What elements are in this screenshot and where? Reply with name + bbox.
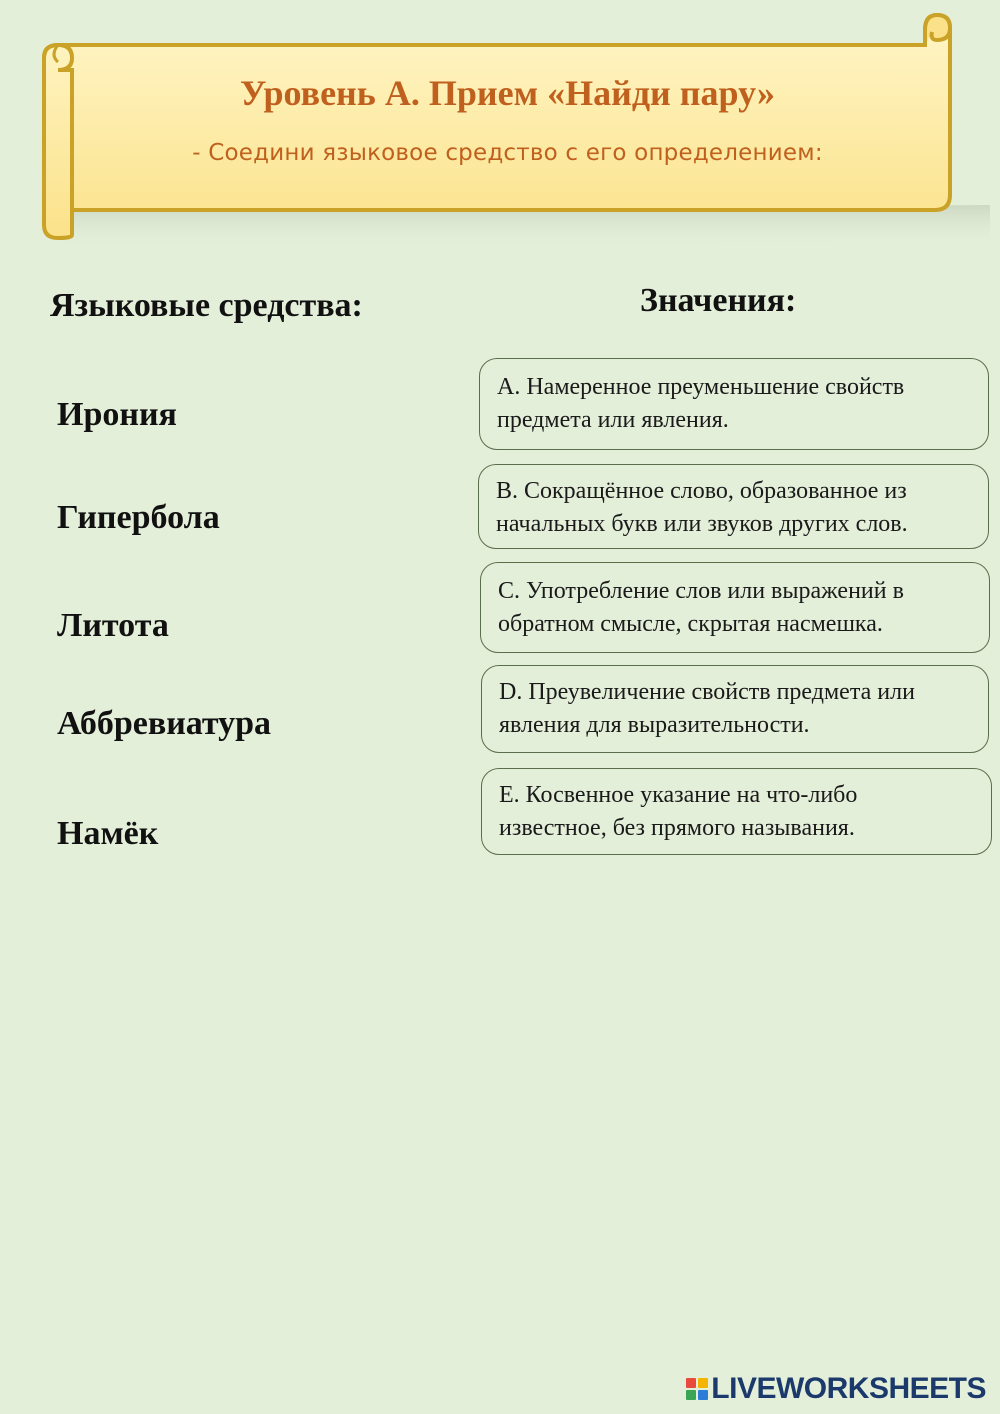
definition-box-a[interactable] bbox=[479, 358, 989, 450]
definitions-heading: Значения: bbox=[640, 282, 797, 319]
definition-box-b[interactable] bbox=[478, 464, 989, 549]
page-instruction: - Соедини языковое средство с его определением: bbox=[192, 140, 823, 166]
definition-c-line2: обратном смысле, скрытая насмешка. bbox=[498, 611, 883, 637]
definition-b-line2: начальных букв или звуков других слов. bbox=[496, 511, 908, 537]
definition-a-line2: предмета или явления. bbox=[497, 407, 729, 433]
definition-box-e[interactable] bbox=[481, 768, 992, 855]
definition-c-line1: С. Употребление слов или выражений в bbox=[498, 578, 904, 604]
definition-box-c[interactable] bbox=[480, 562, 990, 653]
definition-box-d[interactable] bbox=[481, 665, 989, 753]
logo-mark-icon bbox=[686, 1378, 708, 1400]
term-irony[interactable]: Ирония bbox=[57, 396, 177, 433]
term-litotes[interactable]: Литота bbox=[57, 607, 169, 644]
liveworksheets-logo bbox=[686, 1372, 986, 1406]
page-title: Уровень А. Прием «Найди пару» bbox=[240, 73, 775, 113]
term-hint[interactable]: Намёк bbox=[57, 815, 159, 852]
definition-b-line1: В. Сокращённое слово, образованное из bbox=[496, 478, 907, 504]
terms-heading: Языковые средства: bbox=[50, 287, 363, 324]
logo-text: LIVEWORKSHEETS bbox=[711, 1372, 986, 1405]
definition-e-line2: известное, без прямого называния. bbox=[499, 815, 855, 841]
definition-a-line1: А. Намеренное преуменьшение свойств bbox=[497, 374, 905, 400]
scroll-banner bbox=[0, 0, 1000, 290]
definition-d-line2: явления для выразительности. bbox=[499, 712, 810, 738]
term-abbreviation[interactable]: Аббревиатура bbox=[57, 705, 272, 742]
definition-d-line1: D. Преувеличение свойств предмета или bbox=[499, 679, 915, 705]
term-hyperbole[interactable]: Гипербола bbox=[57, 499, 220, 536]
definition-e-line1: E. Косвенное указание на что-либо bbox=[499, 782, 858, 808]
